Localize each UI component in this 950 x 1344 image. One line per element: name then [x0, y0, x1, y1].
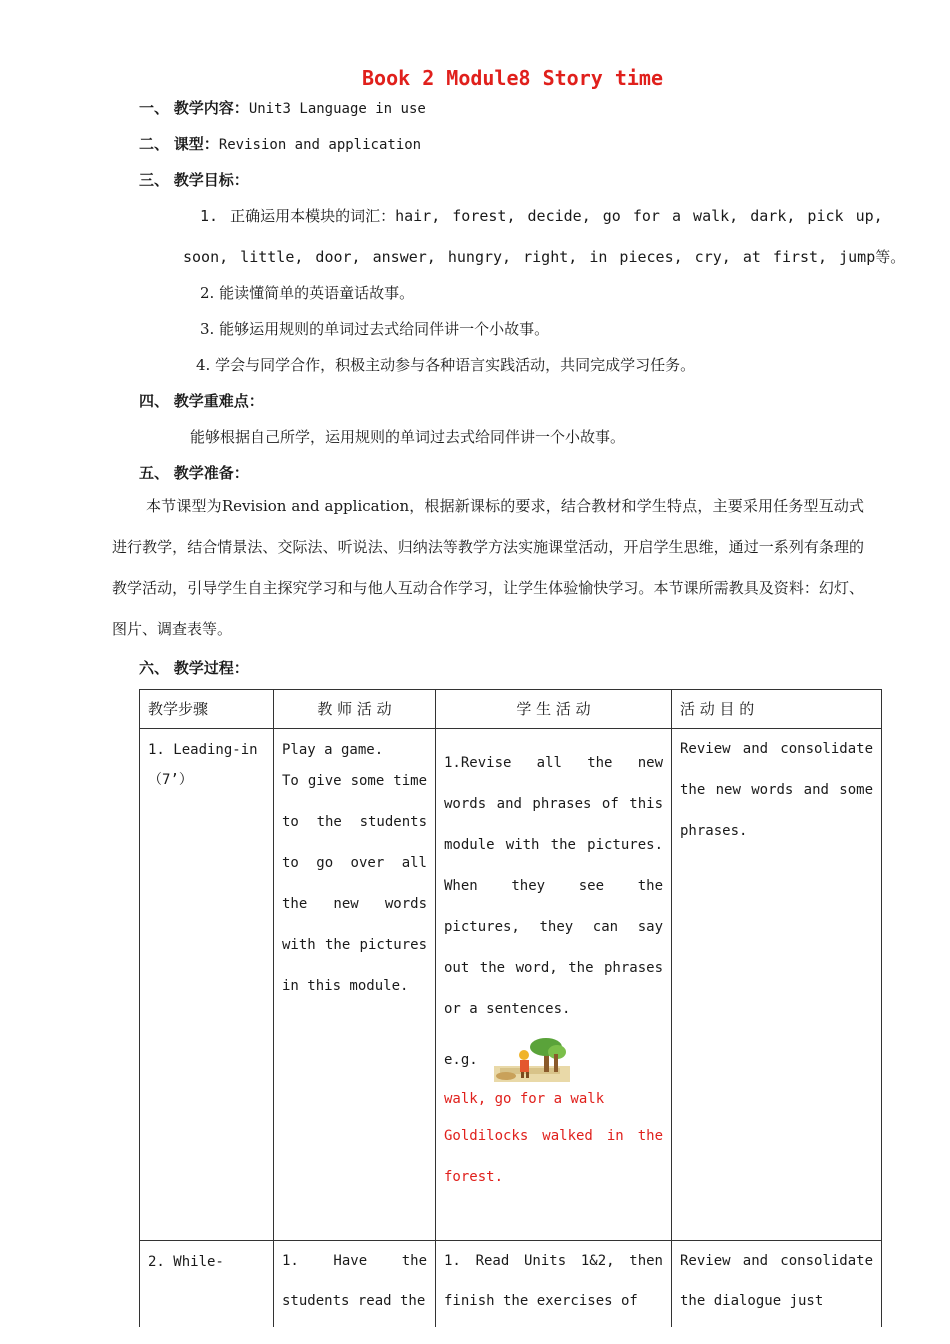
preparation-text: 本节课型为Revision and application，根据新课标的要求，结合教材和学生特点，主要采用任务型互动式进行教学，结合情景法、交际法、听说法、归纳法等教学方法实施课堂活动，开启学生思维，通过一系列有条理的教学活动，引导学生自主探究学习和与他人互动合作学习，让学生体验愉快学习。本节课所需教具及资料：幻灯、图片、调查表等。 [112, 497, 864, 638]
key-point-text: 能够根据自己所学，运用规则的单词过去式给同伴讲一个小故事。 [190, 428, 626, 446]
header-step: 教学步骤 [140, 690, 274, 729]
section-2-heading: 课型： [173, 135, 219, 153]
row1-teacher-title: Play a game. [282, 742, 384, 758]
table-row [140, 729, 882, 1241]
section-1-number: 一、 [139, 99, 170, 117]
process-table [139, 689, 882, 1327]
forest-walk-picture [494, 1038, 570, 1082]
objective-1: 1. 正确运用本模块的词汇：hair, forest, decide, go for a walk, dark, pick up, [200, 207, 883, 225]
section-1 [139, 97, 426, 118]
row1-student-text: 1.Revise all the new words and phrases of this module with the pictures. When they see the pictures, they can say out the word, the phrases or a sentences. [444, 755, 663, 1017]
row1-step-name: 1. Leading-in [148, 742, 258, 758]
section-1-text: Unit3 Language in use [248, 101, 426, 117]
objective-2: 2. 能读懂简单的英语童话故事。 [200, 284, 415, 302]
section-6-number: 六、 [139, 659, 170, 677]
section-6-heading: 教学过程： [173, 659, 249, 677]
section-4-heading: 教学重难点： [173, 392, 264, 410]
section-3-heading: 教学目标： [173, 171, 249, 189]
page-title: Book 2 Module8 Story time [361, 66, 664, 90]
row1-purpose [672, 729, 882, 1241]
row1-example-red-1: walk, go for a walk [444, 1091, 605, 1107]
row1-student [436, 729, 672, 1241]
row1-example-line [444, 1038, 663, 1082]
section-5-number: 五、 [139, 464, 170, 482]
row1-step [140, 729, 274, 1241]
header-student: 学 生 活 动 [436, 690, 672, 729]
section-6 [139, 657, 249, 678]
row1-example-red-2: Goldilocks walked in the forest. [444, 1128, 663, 1185]
section-1-heading: 教学内容： [173, 99, 249, 117]
row2-teacher: 1. Have the students read the [274, 1241, 436, 1328]
header-purpose: 活 动 目 的 [672, 690, 882, 729]
section-2 [139, 133, 421, 154]
preparation-paragraph [112, 486, 864, 650]
row1-step-time: （7’） [148, 772, 193, 788]
row1-teacher-text: To give some time to the students to go over all the new words with the pictures in this module. [282, 773, 427, 994]
section-3 [139, 169, 249, 190]
row1-teacher [274, 729, 436, 1241]
objective-4: 4. 学会与同学合作，积极主动参与各种语言实践活动，共同完成学习任务。 [196, 356, 696, 374]
section-5-heading: 教学准备： [173, 464, 249, 482]
row2-student: 1. Read Units 1&2, then finish the exercises of [436, 1241, 672, 1328]
row2-step: 2. While- [140, 1241, 274, 1328]
objective-3: 3. 能够运用规则的单词过去式给同伴讲一个小故事。 [200, 320, 550, 338]
section-2-text: Revision and application [218, 137, 422, 153]
section-4 [139, 390, 264, 411]
table-header-row [140, 690, 882, 729]
section-3-number: 三、 [139, 171, 170, 189]
objective-1-cont: soon, little, door, answer, hungry, right, in pieces, cry, at first, jump等。 [183, 248, 906, 266]
section-2-number: 二、 [139, 135, 170, 153]
row1-eg-label: e.g. [444, 1052, 478, 1068]
table-row [140, 1241, 882, 1328]
section-4-number: 四、 [139, 392, 170, 410]
section-5 [139, 462, 249, 483]
row1-purpose-text: Review and consolidate the new words and some phrases. [680, 741, 873, 839]
header-teacher: 教 师 活 动 [274, 690, 436, 729]
row2-purpose: Review and consolidate the dialogue just [672, 1241, 882, 1328]
